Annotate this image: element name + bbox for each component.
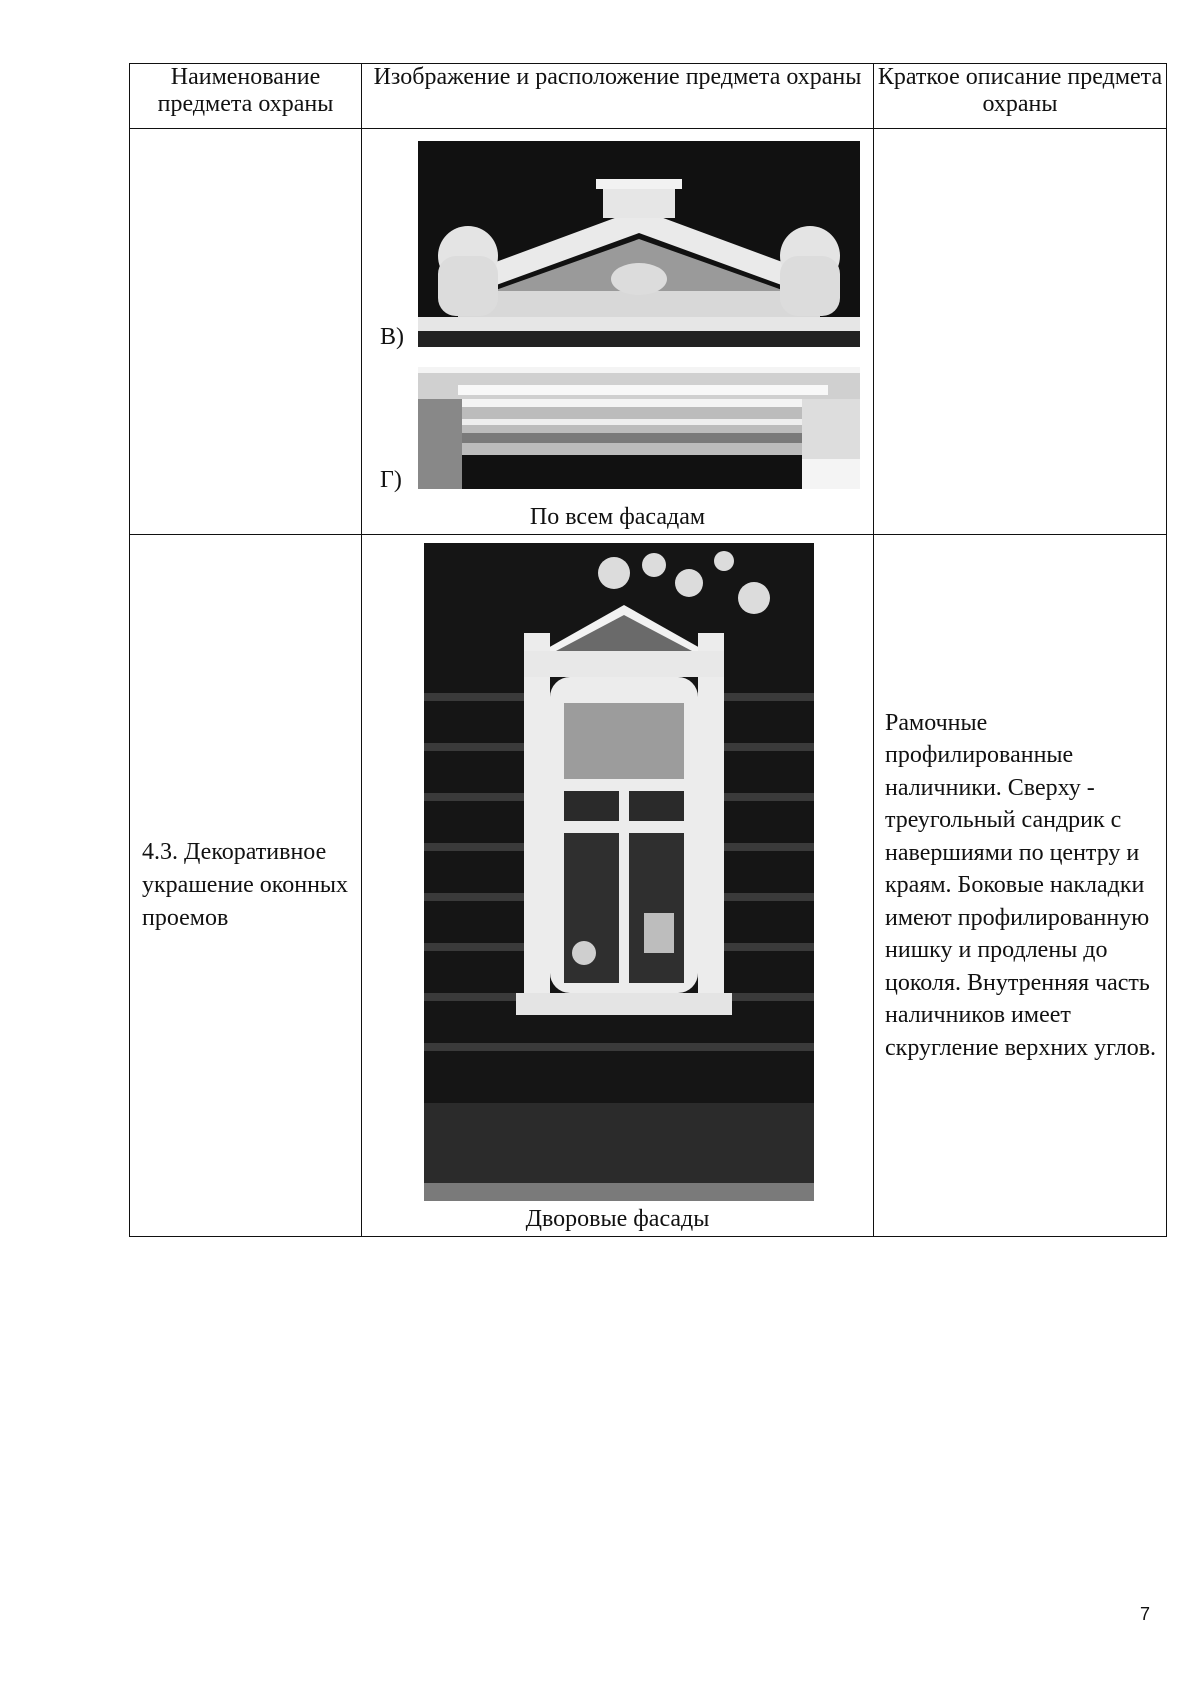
table-row — [130, 535, 1167, 1237]
page-number: 7 — [1140, 1604, 1151, 1624]
image-caption: По всем фасадам — [529, 504, 706, 530]
photo-pediment — [418, 141, 860, 347]
label-v: В) — [380, 324, 404, 350]
header-description: Краткое описание предмета охраны — [874, 64, 1167, 129]
table-row — [130, 129, 1167, 535]
row1-image-cell — [362, 129, 874, 535]
header-row — [130, 64, 1167, 129]
photo-window — [424, 543, 814, 1201]
row2-image-cell — [362, 535, 874, 1237]
row1-description-cell — [874, 129, 1167, 535]
row1-name-cell — [130, 129, 362, 535]
row2-name-cell: 4.3. Декоративное украшение оконных проемов — [130, 535, 362, 1237]
header-image: Изображение и расположение предмета охраны — [362, 64, 874, 129]
image-caption: Дворовые фасады — [525, 1206, 710, 1232]
photo-cornice — [418, 367, 860, 489]
header-name: Наименование предмета охраны — [130, 64, 362, 129]
row2-description-cell: Рамочные профилированные наличники. Сверху - треугольный сандрик с навершиями по центру и краям. Боковые накладки имеют профилированную нишку и продлены до цоколя. Внутренняя часть наличников имеет скругление верхних углов. — [874, 535, 1167, 1237]
label-g: Г) — [380, 467, 402, 493]
protection-table — [129, 63, 1167, 1237]
